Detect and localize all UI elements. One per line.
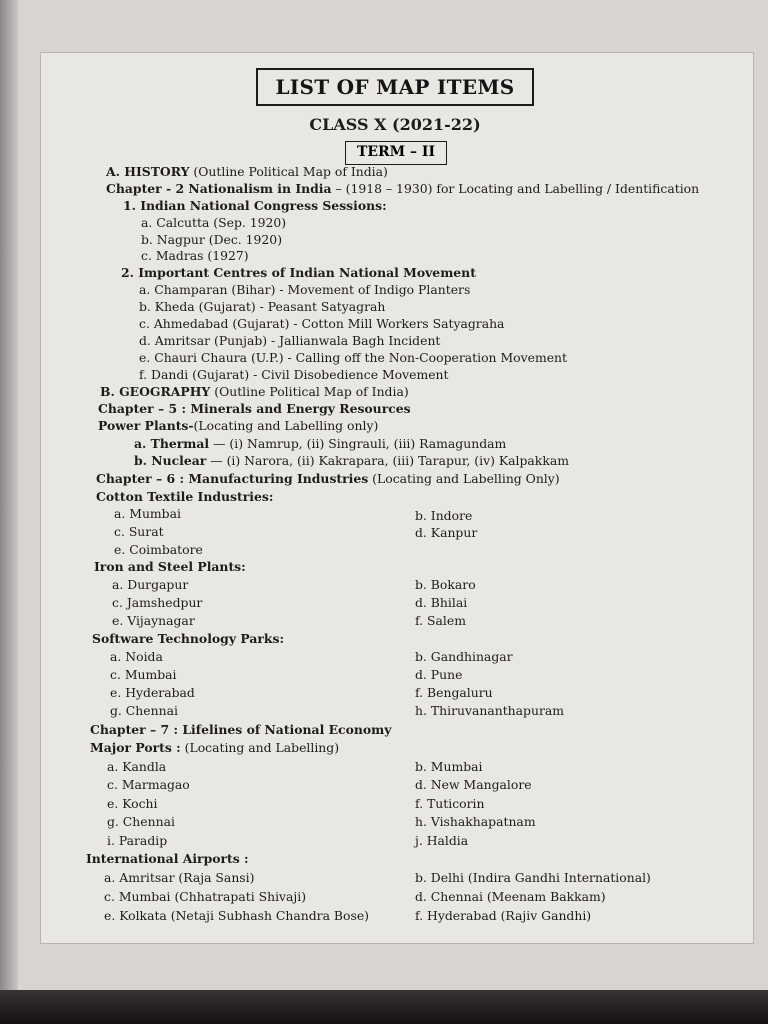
iron-steel-title: Iron and Steel Plants: <box>94 559 246 574</box>
software-parks-title: Software Technology Parks: <box>92 631 285 646</box>
list-item: e. Coimbatore <box>114 542 203 557</box>
list-item: h. Vishakhapatnam <box>415 814 536 829</box>
list-item: e. Kolkata (Netaji Subhash Chandra Bose) <box>104 908 370 923</box>
history-heading: A. HISTORY (Outline Political Map of India) <box>106 164 388 179</box>
list-item: d. New Mangalore <box>415 777 532 792</box>
page-title: LIST OF MAP ITEMS <box>256 68 534 106</box>
list-item: d. Kanpur <box>415 525 478 540</box>
list-item: b. Gandhinagar <box>415 649 513 664</box>
national-movement-title: 2. Important Centres of Indian National Movement <box>121 265 476 280</box>
list-item: e. Vijaynagar <box>112 613 195 628</box>
surface-below-page <box>0 990 768 1024</box>
list-item: c. Surat <box>114 524 164 539</box>
list-item: d. Pune <box>415 667 463 682</box>
cotton-textile-title: Cotton Textile Industries: <box>96 489 274 504</box>
chapter-2-heading: Chapter - 2 Nationalism in India – (1918 – 1930) for Locating and Labelling / Identification <box>106 181 700 196</box>
airports-title: International Airports : <box>86 851 249 866</box>
list-item: a. Mumbai <box>114 506 181 521</box>
list-item: b. Indore <box>415 508 473 523</box>
list-item: a. Durgapur <box>112 577 189 592</box>
class-line: CLASS X (2021-22) <box>309 115 481 134</box>
list-item: e. Kochi <box>107 796 158 811</box>
term-badge: TERM – II <box>345 141 447 165</box>
list-item: d. Amritsar (Punjab) - Jallianwala Bagh Incident <box>139 333 441 348</box>
list-item: i. Paradip <box>107 833 168 848</box>
list-item: b. Nagpur (Dec. 1920) <box>141 232 283 247</box>
list-item: b. Mumbai <box>415 759 483 774</box>
list-item: d. Chennai (Meenam Bakkam) <box>415 889 606 904</box>
list-item: e. Hyderabad <box>110 685 195 700</box>
geography-heading: B. GEOGRAPHY (Outline Political Map of India) <box>100 384 409 399</box>
list-item: b. Bokaro <box>415 577 476 592</box>
list-item: f. Dandi (Gujarat) - Civil Disobedience Movement <box>139 367 449 382</box>
list-item: b. Delhi (Indira Gandhi International) <box>415 870 651 885</box>
list-item: f. Tuticorin <box>415 796 485 811</box>
list-item: g. Chennai <box>107 814 175 829</box>
list-item: a. Amritsar (Raja Sansi) <box>104 870 255 885</box>
power-plants-heading: Power Plants-(Locating and Labelling only) <box>98 418 379 433</box>
list-item: c. Jamshedpur <box>112 595 203 610</box>
list-item: g. Chennai <box>110 703 178 718</box>
list-item: a. Calcutta (Sep. 1920) <box>141 215 287 230</box>
list-item: c. Mumbai (Chhatrapati Shivaji) <box>104 889 307 904</box>
chapter-7-heading: Chapter – 7 : Lifelines of National Economy <box>90 722 392 737</box>
list-item: a. Kandla <box>107 759 167 774</box>
list-item: e. Chauri Chaura (U.P.) - Calling off the Non-Cooperation Movement <box>139 350 568 365</box>
list-item: c. Madras (1927) <box>141 248 249 263</box>
list-item: a. Champaran (Bihar) - Movement of Indigo Planters <box>139 282 471 297</box>
chapter-6-heading: Chapter – 6 : Manufacturing Industries (Locating and Labelling Only) <box>96 471 560 486</box>
list-item: j. Haldia <box>415 833 469 848</box>
list-item: f. Bengaluru <box>415 685 493 700</box>
chapter-5-heading: Chapter – 5 : Minerals and Energy Resources <box>98 401 411 416</box>
list-item: c. Ahmedabad (Gujarat) - Cotton Mill Workers Satyagraha <box>139 316 505 331</box>
nuclear-item: b. Nuclear — (i) Narora, (ii) Kakrapara, (iii) Tarapur, (iv) Kalpakkam <box>134 453 569 468</box>
thermal-item: a. Thermal — (i) Namrup, (ii) Singrauli, (iii) Ramagundam <box>134 436 507 451</box>
list-item: f. Hyderabad (Rajiv Gandhi) <box>415 908 592 923</box>
list-item: a. Noida <box>110 649 163 664</box>
list-item: h. Thiruvananthapuram <box>415 703 565 718</box>
major-ports-heading: Major Ports : (Locating and Labelling) <box>90 740 340 755</box>
list-item: b. Kheda (Gujarat) - Peasant Satyagrah <box>139 299 386 314</box>
congress-sessions-title: 1. Indian National Congress Sessions: <box>123 198 387 213</box>
page-edge <box>0 0 18 1000</box>
list-item: f. Salem <box>415 613 466 628</box>
list-item: c. Mumbai <box>110 667 177 682</box>
list-item: c. Marmagao <box>107 777 190 792</box>
list-item: d. Bhilai <box>415 595 468 610</box>
